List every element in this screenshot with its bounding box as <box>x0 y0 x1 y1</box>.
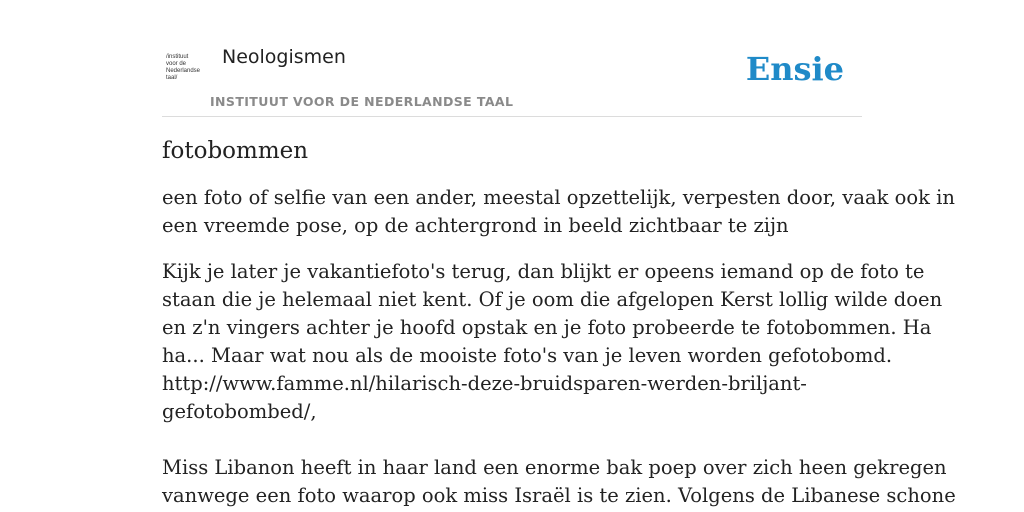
paragraph-spacer <box>162 426 862 454</box>
example-line: vanwege een foto waarop ook miss Israël is te zien. Volgens de Libanese schone <box>162 484 956 507</box>
entry-definition <box>162 184 955 240</box>
logo-line: voor de <box>166 61 187 67</box>
example-line: en z'n vingers achter je hoofd opstak en je foto probeerde te fotobommen. Ha <box>162 316 932 339</box>
example-link-line: gefotobombed/, <box>162 400 317 423</box>
example-line: ha... Maar wat nou als de mooiste foto's van je leven worden gefotobomd. <box>162 344 893 367</box>
ensie-logo-link[interactable]: Ensie <box>745 50 844 88</box>
example-line: Kijk je later je vakantiefoto's terug, dan blijkt er opeens iemand op de foto te <box>162 260 925 283</box>
logo-line: taal/ <box>166 75 178 81</box>
source-subtitle: INSTITUUT VOOR DE NEDERLANDSE TAAL <box>210 94 514 109</box>
definition-line: een vreemde pose, op de achtergrond in beeld zichtbaar te zijn <box>162 214 789 237</box>
logo-line: Nederlandse <box>166 68 201 74</box>
logo-line: /instituut <box>166 54 189 60</box>
entry-word: fotobommen <box>162 138 309 164</box>
site-header <box>162 40 862 117</box>
example-line: staan die je helemaal niet kent. Of je oom die afgelopen Kerst lollig wilde doen <box>162 288 943 311</box>
entry-example <box>162 258 956 510</box>
example-line: Miss Libanon heeft in haar land een enorme bak poep over zich heen gekregen <box>162 456 947 479</box>
example-link-line: http://www.famme.nl/hilarisch-deze-bruidsparen-werden-briljant- <box>162 372 807 395</box>
definition-line: een foto of selfie van een ander, meestal opzettelijk, verpesten door, vaak ook in <box>162 186 955 209</box>
ivdnt-logo[interactable] <box>166 54 206 90</box>
entry-content <box>162 138 956 510</box>
source-title[interactable]: Neologismen <box>222 46 346 68</box>
